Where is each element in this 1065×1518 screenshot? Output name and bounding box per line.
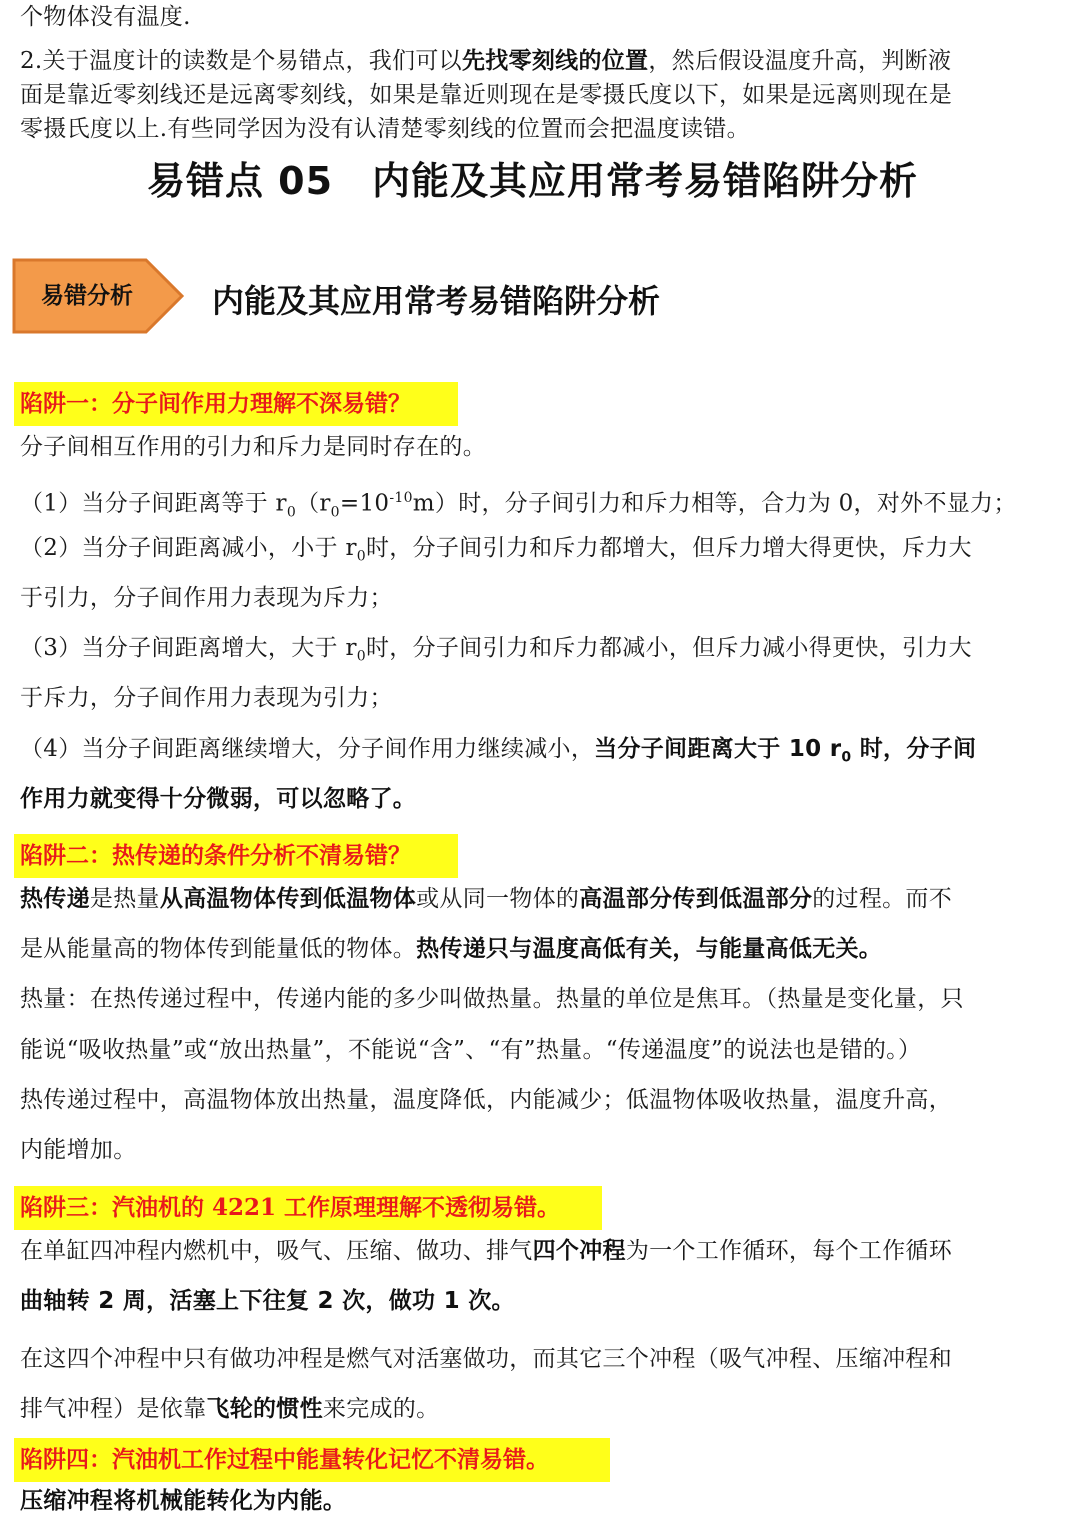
subscript: 0 — [356, 648, 366, 665]
paragraph-line — [20, 884, 1055, 914]
paragraph-line — [20, 734, 1055, 773]
intro-line — [20, 46, 1055, 76]
bold-text: 热传递 — [20, 886, 90, 912]
trap4-heading: 陷阱四：汽油机工作过程中能量转化记忆不清易错。 — [20, 1446, 549, 1473]
paragraph-line: 压缩冲程将机械能转化为内能。 — [20, 1488, 347, 1514]
subscript: 0 — [330, 504, 340, 521]
text-run: （3）当分子间距离增大，大于 r — [20, 635, 357, 661]
paragraph-line: 曲轴转 2 周，活塞上下往复 2 次，做功 1 次。 — [20, 1288, 515, 1314]
paragraph-line: 内能增加。 — [20, 1137, 137, 1163]
bold-text: 热传递只与温度高低有关，与能量高低无关。 — [416, 936, 883, 962]
text-run: m）时，分子间引力和斥力相等，合力为 0，对外不显力； — [412, 490, 1017, 517]
text-run: 在单缸四冲程内燃机中，吸气、压缩、做功、排气 — [20, 1238, 533, 1264]
bold-text: 高温部分传到低温部分 — [579, 886, 813, 912]
paragraph-line: 作用力就变得十分微弱，可以忽略了。 — [20, 786, 417, 812]
intro-line: 面是靠近零刻线还是远离零刻线，如果是靠近则现在是零摄氏度以下，如果是远离则现在是 — [20, 82, 952, 108]
paragraph-line — [20, 1394, 1055, 1424]
subscript: 0 — [356, 548, 366, 565]
text-run: 当分子间距离大于 10 r — [594, 736, 842, 762]
intro-line: 个物体没有温度. — [20, 4, 191, 30]
intro-line: 零摄氏度以上.有些同学因为没有认清楚零刻线的位置而会把温度读错。 — [20, 116, 750, 142]
section-subtitle: 内能及其应用常考易错陷阱分析 — [212, 282, 661, 320]
subscript: 0 — [286, 504, 297, 521]
bold-text: 飞轮的惯性 — [206, 1396, 323, 1422]
badge-label: 易错分析 — [41, 283, 133, 309]
paragraph-line: 热量：在热传递过程中，传递内能的多少叫做热量。热量的单位是焦耳。（热量是变化量，只 — [20, 986, 964, 1012]
trap3-heading: 陷阱三：汽油机的 4221 工作原理理解不透彻易错。 — [20, 1194, 561, 1221]
paragraph-line: 在这四个冲程中只有做功冲程是燃气对活塞做功，而其它三个冲程（吸气冲程、压缩冲程和 — [20, 1346, 952, 1372]
paragraph-line: 热传递过程中，高温物体放出热量，温度降低，内能减少；低温物体吸收热量，温度升高， — [20, 1087, 952, 1113]
paragraph-line — [20, 533, 1055, 572]
text-run: ，然后假设温度升高，判断液 — [648, 48, 952, 74]
subscript: 0 — [841, 749, 852, 766]
text-run: （1）当分子间距离等于 r — [20, 490, 287, 517]
text-run: 是从能量高的物体传到能量低的物体。 — [20, 936, 417, 962]
paragraph-line — [20, 483, 1055, 527]
paragraph-line: 能说“吸收热量”或“放出热量”，不能说“含”、“有”热量。“传递温度”的说法也是错的。） — [20, 1037, 922, 1063]
text-run: 为一个工作循环，每个工作循环 — [625, 1238, 953, 1264]
paragraph-line — [20, 934, 1055, 964]
paragraph-line: 分子间相互作用的引力和斥力是同时存在的。 — [20, 434, 486, 460]
text-run: （2）当分子间距离减小，小于 r — [20, 535, 357, 561]
paragraph-line: 于斥力，分子间作用力表现为引力； — [20, 685, 393, 711]
trap1-heading: 陷阱一：分子间作用力理解不深易错？ — [20, 390, 411, 417]
paragraph-line — [20, 1236, 1055, 1266]
bold-text: 从高温物体传到低温物体 — [159, 886, 417, 912]
text-run: 时，分子间引力和斥力都减小，但斥力减小得更快，引力大 — [365, 635, 972, 661]
text-run: 2.关于温度计的读数是个易错点，我们可以 — [20, 48, 462, 74]
bold-text — [594, 736, 977, 766]
paragraph-line — [20, 633, 1055, 672]
text-run: 的过程。而不 — [812, 886, 953, 912]
text-run: 时，分子间 — [851, 736, 977, 762]
paragraph-line: 于引力，分子间作用力表现为斥力； — [20, 585, 393, 611]
text-run: 是热量 — [89, 886, 160, 912]
text-run: 来完成的。 — [322, 1396, 440, 1422]
superscript: -10 — [389, 490, 413, 506]
text-run: （4）当分子间距离继续增大，分子间作用力继续减小， — [20, 736, 595, 762]
text-run: 时，分子间引力和斥力都增大，但斥力增大得更快，斥力大 — [365, 535, 972, 561]
text-run: 排气冲程）是依靠 — [20, 1396, 207, 1422]
bold-text: 先找零刻线的位置 — [461, 48, 649, 74]
section-title: 易错点 05 内能及其应用常考易错陷阱分析 — [146, 159, 919, 203]
text-run: =10 — [339, 490, 390, 517]
text-run: 或从同一物体的 — [416, 886, 580, 912]
trap2-heading: 陷阱二：热传递的条件分析不清易错？ — [20, 842, 411, 869]
text-run: （r — [296, 490, 331, 517]
bold-text: 四个冲程 — [532, 1238, 626, 1264]
